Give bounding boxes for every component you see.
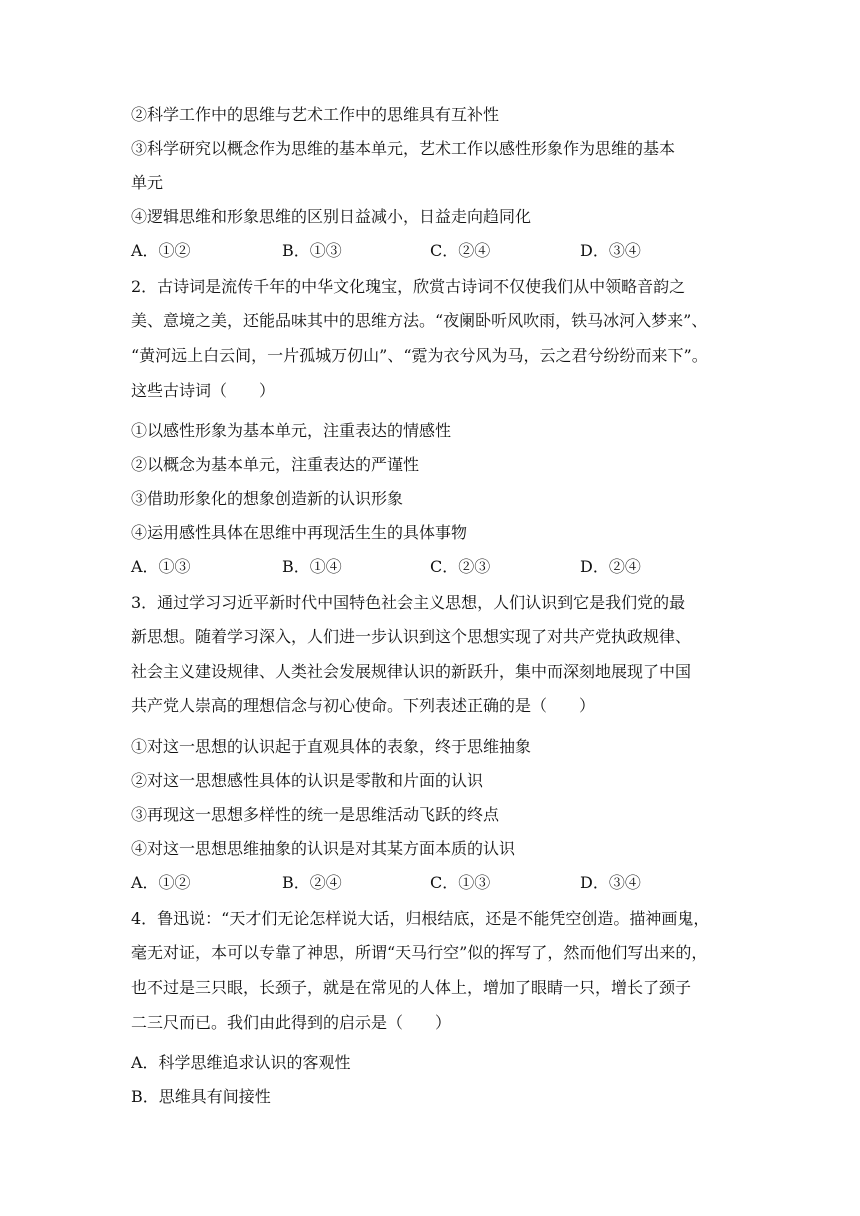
q1-item-3-cont: 单元 [131, 173, 164, 192]
q2-option-b: B．①④ [282, 557, 342, 576]
q1-option-d: D．③④ [580, 241, 641, 260]
q3-stem-line-1: 3．通过学习习近平新时代中国特色社会主义思想，人们认识到它是我们党的最 [131, 593, 686, 612]
q3-option-c: C．①③ [430, 873, 491, 892]
q1-item-2: ②科学工作中的思维与艺术工作中的思维具有互补性 [131, 105, 500, 124]
q3-option-b: B．②④ [282, 873, 342, 892]
q4-choice-b: B．思维具有间接性 [131, 1087, 271, 1106]
q3-option-d: D．③④ [580, 873, 641, 892]
q4-stem-line-3: 也不过是三只眼，长颈子，就是在常见的人体上，增加了眼睛一只，增长了颈子 [131, 978, 692, 997]
q2-option-a: A．①③ [131, 557, 191, 576]
q1-option-a: A．①② [131, 241, 191, 260]
q4-stem-line-1: 4．鲁迅说：“天才们无论怎样说大话，归根结底，还是不能凭空创造。描神画鬼， [131, 909, 710, 928]
q2-stem-line-4: 这些古诗词（ ） [131, 381, 276, 400]
q4-stem-line-2: 毫无对证，本可以专靠了神思，所谓“天马行空”似的挥写了，然而他们写出来的， [131, 943, 708, 962]
q2-item-4: ④运用感性具体在思维中再现活生生的具体事物 [131, 523, 468, 542]
q1-option-b: B．①③ [282, 241, 342, 260]
q2-item-1: ①以感性形象为基本单元，注重表达的情感性 [131, 421, 452, 440]
q3-option-a: A．①② [131, 873, 191, 892]
q1-option-c: C．②④ [430, 241, 491, 260]
q2-item-2: ②以概念为基本单元，注重表达的严谨性 [131, 455, 420, 474]
q2-option-d: D．②④ [580, 557, 641, 576]
q1-item-4: ④逻辑思维和形象思维的区别日益减小，日益走向趋同化 [131, 207, 532, 226]
q2-item-3: ③借助形象化的想象创造新的认识形象 [131, 489, 404, 508]
q3-stem-line-4: 共产党人崇高的理想信念与初心使命。下列表述正确的是（ ） [131, 696, 596, 715]
q2-option-c: C．②③ [430, 557, 491, 576]
q3-item-3: ③再现这一思想多样性的统一是思维活动飞跃的终点 [131, 805, 500, 824]
q2-stem-line-3: “黄河远上白云间，一片孤城万仞山”、“霓为衣兮风为马，云之君兮纷纷而来下”。 [131, 346, 708, 365]
q3-item-4: ④对这一思想思维抽象的认识是对其某方面本质的认识 [131, 839, 516, 858]
q2-stem-line-2: 美、意境之美，还能品味其中的思维方法。“夜阑卧听风吹雨，铁马冰河入梦来”、 [131, 311, 708, 330]
q2-stem-line-1: 2．古诗词是流传千年的中华文化瑰宝，欣赏古诗词不仅使我们从中领略音韵之 [131, 277, 686, 296]
q4-choice-a: A．科学思维追求认识的客观性 [131, 1053, 351, 1072]
q3-stem-line-3: 社会主义建设规律、人类社会发展规律认识的新跃升，集中而深刻地展现了中国 [131, 662, 692, 681]
q3-item-2: ②对这一思想感性具体的认识是零散和片面的认识 [131, 771, 484, 790]
q3-item-1: ①对这一思想的认识起于直观具体的表象，终于思维抽象 [131, 737, 532, 756]
q3-stem-line-2: 新思想。随着学习深入，人们进一步认识到这个思想实现了对共产党执政规律、 [131, 627, 692, 646]
q4-stem-line-4: 二三尺而已。我们由此得到的启示是（ ） [131, 1013, 452, 1032]
q1-item-3: ③科学研究以概念作为思维的基本单元，艺术工作以感性形象作为思维的基本 [131, 139, 676, 158]
